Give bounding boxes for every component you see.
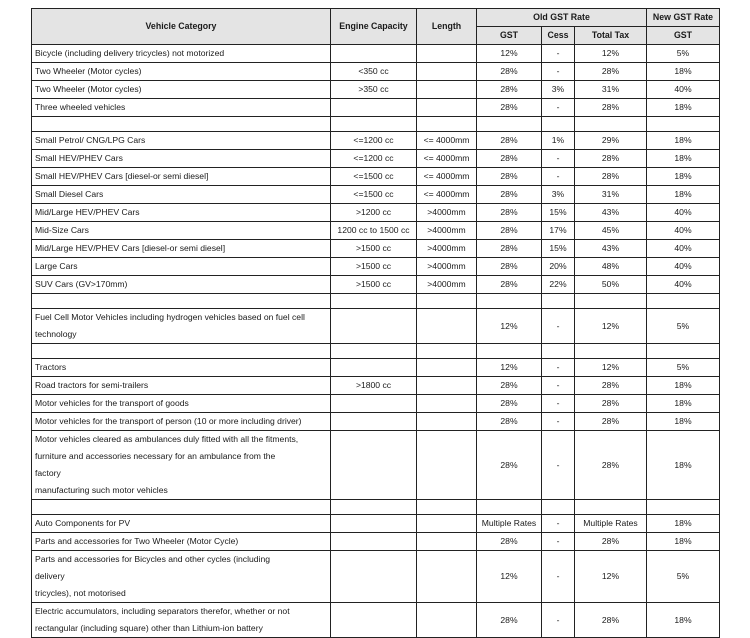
table-row: [32, 603, 720, 638]
length-cell: [417, 309, 477, 344]
total-tax-cell: 28%: [575, 150, 647, 168]
vehicle-category-cell: Small HEV/PHEV Cars: [32, 150, 331, 168]
total-tax-cell: 48%: [575, 258, 647, 276]
length-cell: [417, 377, 477, 395]
old-gst-cell: 28%: [477, 276, 542, 294]
header-gst: GST: [477, 27, 542, 45]
spacer-cell: [477, 294, 542, 309]
engine-capacity-cell: <350 cc: [331, 63, 417, 81]
length-cell: [417, 63, 477, 81]
vehicle-category-cell: Large Cars: [32, 258, 331, 276]
table-row: [32, 359, 720, 377]
gst-rate-table-sheet: [31, 8, 719, 638]
total-tax-cell: 28%: [575, 168, 647, 186]
table-row: [32, 81, 720, 99]
spacer-row: [32, 500, 720, 515]
old-gst-cell: 28%: [477, 204, 542, 222]
engine-capacity-cell: <=1500 cc: [331, 186, 417, 204]
length-cell: [417, 359, 477, 377]
length-cell: <= 4000mm: [417, 168, 477, 186]
vehicle-category-cell: Bicycle (including delivery tricycles) not motorized: [32, 45, 331, 63]
old-gst-cell: 28%: [477, 240, 542, 258]
vehicle-category-cell: Three wheeled vehicles: [32, 99, 331, 117]
old-gst-cell: 28%: [477, 186, 542, 204]
spacer-cell: [647, 117, 720, 132]
vehicle-category-cell: Small Diesel Cars: [32, 186, 331, 204]
cess-cell: 22%: [542, 276, 575, 294]
spacer-cell: [542, 500, 575, 515]
cess-cell: 15%: [542, 240, 575, 258]
new-gst-cell: 5%: [647, 551, 720, 603]
spacer-cell: [542, 294, 575, 309]
new-gst-cell: 18%: [647, 186, 720, 204]
total-tax-cell: 12%: [575, 551, 647, 603]
cess-cell: -: [542, 395, 575, 413]
spacer-cell: [575, 344, 647, 359]
length-cell: [417, 533, 477, 551]
engine-capacity-cell: >1500 cc: [331, 240, 417, 258]
table-row: [32, 431, 720, 500]
engine-capacity-cell: [331, 99, 417, 117]
old-gst-cell: 28%: [477, 431, 542, 500]
vehicle-category-cell: Fuel Cell Motor Vehicles including hydrogen vehicles based on fuel cell technology: [32, 309, 331, 344]
old-gst-cell: 28%: [477, 258, 542, 276]
total-tax-cell: 43%: [575, 240, 647, 258]
vehicle-category-cell: Motor vehicles for the transport of goods: [32, 395, 331, 413]
new-gst-cell: 18%: [647, 150, 720, 168]
total-tax-cell: 28%: [575, 99, 647, 117]
vehicle-category-cell: Small Petrol/ CNG/LPG Cars: [32, 132, 331, 150]
new-gst-cell: 18%: [647, 168, 720, 186]
total-tax-cell: 50%: [575, 276, 647, 294]
cess-cell: -: [542, 309, 575, 344]
total-tax-cell: 43%: [575, 204, 647, 222]
cess-cell: -: [542, 45, 575, 63]
category-line: delivery: [35, 571, 65, 581]
vehicle-category-cell: Two Wheeler (Motor cycles): [32, 63, 331, 81]
cess-cell: -: [542, 533, 575, 551]
spacer-cell: [331, 294, 417, 309]
cess-cell: 17%: [542, 222, 575, 240]
header-new-gst-rate: New GST Rate: [647, 9, 720, 27]
length-cell: >4000mm: [417, 258, 477, 276]
vehicle-category-cell: [32, 603, 331, 638]
engine-capacity-cell: [331, 45, 417, 63]
header-vehicle-category: Vehicle Category: [32, 9, 331, 45]
new-gst-cell: 18%: [647, 515, 720, 533]
new-gst-cell: 18%: [647, 533, 720, 551]
table-body: [32, 45, 720, 638]
cess-cell: -: [542, 603, 575, 638]
engine-capacity-cell: [331, 533, 417, 551]
length-cell: [417, 81, 477, 99]
vehicle-category-cell: Parts and accessories for Two Wheeler (Motor Cycle): [32, 533, 331, 551]
table-row: [32, 204, 720, 222]
category-line: Electric accumulators, including separators therefor, whether or not: [35, 606, 290, 616]
length-cell: [417, 395, 477, 413]
cess-cell: -: [542, 413, 575, 431]
engine-capacity-cell: [331, 431, 417, 500]
engine-capacity-cell: [331, 359, 417, 377]
old-gst-cell: 28%: [477, 533, 542, 551]
new-gst-cell: 40%: [647, 276, 720, 294]
cess-cell: -: [542, 63, 575, 81]
engine-capacity-cell: [331, 551, 417, 603]
total-tax-cell: 12%: [575, 359, 647, 377]
table-row: [32, 99, 720, 117]
old-gst-cell: 28%: [477, 377, 542, 395]
engine-capacity-cell: >1500 cc: [331, 258, 417, 276]
new-gst-cell: 40%: [647, 258, 720, 276]
spacer-cell: [417, 294, 477, 309]
cess-cell: -: [542, 99, 575, 117]
engine-capacity-cell: >350 cc: [331, 81, 417, 99]
total-tax-cell: 28%: [575, 603, 647, 638]
cess-cell: -: [542, 515, 575, 533]
table-row: [32, 515, 720, 533]
engine-capacity-cell: 1200 cc to 1500 cc: [331, 222, 417, 240]
cess-cell: -: [542, 551, 575, 603]
old-gst-cell: 28%: [477, 132, 542, 150]
table-row: [32, 63, 720, 81]
total-tax-cell: 28%: [575, 431, 647, 500]
table-row: [32, 533, 720, 551]
new-gst-cell: 18%: [647, 63, 720, 81]
new-gst-cell: 40%: [647, 222, 720, 240]
category-line: rectangular (including square) other than Lithium-ion battery: [35, 623, 263, 633]
engine-capacity-cell: <=1200 cc: [331, 150, 417, 168]
vehicle-category-cell: Road tractors for semi-trailers: [32, 377, 331, 395]
cess-cell: 15%: [542, 204, 575, 222]
spacer-cell: [32, 344, 331, 359]
engine-capacity-cell: <=1500 cc: [331, 168, 417, 186]
new-gst-cell: 40%: [647, 81, 720, 99]
length-cell: [417, 431, 477, 500]
vehicle-category-cell: Auto Components for PV: [32, 515, 331, 533]
engine-capacity-cell: >1500 cc: [331, 276, 417, 294]
new-gst-cell: 18%: [647, 132, 720, 150]
cess-cell: 1%: [542, 132, 575, 150]
spacer-cell: [542, 117, 575, 132]
category-line: manufacturing such motor vehicles: [35, 485, 168, 495]
spacer-cell: [417, 344, 477, 359]
total-tax-cell: 45%: [575, 222, 647, 240]
table-row: [32, 258, 720, 276]
vehicle-category-cell: [32, 551, 331, 603]
vehicle-category-cell: SUV Cars (GV>170mm): [32, 276, 331, 294]
engine-capacity-cell: [331, 413, 417, 431]
new-gst-cell: 18%: [647, 603, 720, 638]
table-row: [32, 186, 720, 204]
length-cell: [417, 515, 477, 533]
length-cell: >4000mm: [417, 276, 477, 294]
length-cell: <= 4000mm: [417, 150, 477, 168]
category-line: Motor vehicles cleared as ambulances duly fitted with all the fitments,: [35, 434, 299, 444]
vehicle-category-cell: Mid-Size Cars: [32, 222, 331, 240]
length-cell: [417, 99, 477, 117]
category-line: tricycles), not motorised: [35, 588, 126, 598]
table-row: [32, 377, 720, 395]
header-length: Length: [417, 9, 477, 45]
table-row: [32, 132, 720, 150]
new-gst-cell: 18%: [647, 431, 720, 500]
length-cell: >4000mm: [417, 222, 477, 240]
old-gst-cell: 28%: [477, 413, 542, 431]
category-line: factory: [35, 468, 61, 478]
old-gst-cell: 12%: [477, 551, 542, 603]
spacer-cell: [331, 117, 417, 132]
header-cess: Cess: [542, 27, 575, 45]
cess-cell: 3%: [542, 81, 575, 99]
length-cell: >4000mm: [417, 240, 477, 258]
spacer-cell: [331, 344, 417, 359]
new-gst-cell: 18%: [647, 99, 720, 117]
table-row: [32, 150, 720, 168]
spacer-cell: [477, 500, 542, 515]
spacer-cell: [542, 344, 575, 359]
category-line: furniture and accessories necessary for an ambulance from the: [35, 451, 276, 461]
header-new-gst: GST: [647, 27, 720, 45]
engine-capacity-cell: [331, 603, 417, 638]
new-gst-cell: 18%: [647, 377, 720, 395]
total-tax-cell: 28%: [575, 377, 647, 395]
old-gst-cell: Multiple Rates: [477, 515, 542, 533]
length-cell: [417, 551, 477, 603]
spacer-cell: [647, 294, 720, 309]
vehicle-category-cell: [32, 431, 331, 500]
spacer-cell: [647, 344, 720, 359]
length-cell: [417, 603, 477, 638]
new-gst-cell: 5%: [647, 309, 720, 344]
old-gst-cell: 28%: [477, 222, 542, 240]
total-tax-cell: 31%: [575, 81, 647, 99]
cess-cell: -: [542, 168, 575, 186]
spacer-cell: [575, 500, 647, 515]
total-tax-cell: 28%: [575, 63, 647, 81]
table-row: [32, 395, 720, 413]
old-gst-cell: 28%: [477, 150, 542, 168]
category-line: Parts and accessories for Bicycles and other cycles (including: [35, 554, 271, 564]
header-old-gst-rate: Old GST Rate: [477, 9, 647, 27]
gst-rate-table: [31, 8, 720, 638]
total-tax-cell: 29%: [575, 132, 647, 150]
old-gst-cell: 28%: [477, 63, 542, 81]
table-row: [32, 551, 720, 603]
table-row: [32, 222, 720, 240]
engine-capacity-cell: [331, 309, 417, 344]
spacer-cell: [32, 500, 331, 515]
new-gst-cell: 18%: [647, 395, 720, 413]
spacer-cell: [477, 344, 542, 359]
table-row: [32, 45, 720, 63]
header-engine-capacity: Engine Capacity: [331, 9, 417, 45]
spacer-cell: [32, 294, 331, 309]
length-cell: <= 4000mm: [417, 186, 477, 204]
old-gst-cell: 12%: [477, 45, 542, 63]
spacer-cell: [575, 117, 647, 132]
old-gst-cell: 28%: [477, 395, 542, 413]
new-gst-cell: 40%: [647, 204, 720, 222]
old-gst-cell: 28%: [477, 99, 542, 117]
length-cell: <= 4000mm: [417, 132, 477, 150]
length-cell: >4000mm: [417, 204, 477, 222]
cess-cell: 3%: [542, 186, 575, 204]
old-gst-cell: 28%: [477, 168, 542, 186]
cess-cell: -: [542, 359, 575, 377]
spacer-cell: [417, 117, 477, 132]
vehicle-category-cell: Mid/Large HEV/PHEV Cars [diesel-or semi diesel]: [32, 240, 331, 258]
new-gst-cell: 5%: [647, 45, 720, 63]
header-total-tax: Total Tax: [575, 27, 647, 45]
engine-capacity-cell: <=1200 cc: [331, 132, 417, 150]
total-tax-cell: 31%: [575, 186, 647, 204]
new-gst-cell: 40%: [647, 240, 720, 258]
spacer-cell: [417, 500, 477, 515]
spacer-cell: [331, 500, 417, 515]
spacer-cell: [575, 294, 647, 309]
table-row: [32, 168, 720, 186]
cess-cell: -: [542, 150, 575, 168]
engine-capacity-cell: >1800 cc: [331, 377, 417, 395]
total-tax-cell: 28%: [575, 533, 647, 551]
old-gst-cell: 12%: [477, 359, 542, 377]
new-gst-cell: 5%: [647, 359, 720, 377]
table-row: [32, 276, 720, 294]
table-row: [32, 413, 720, 431]
total-tax-cell: 28%: [575, 413, 647, 431]
total-tax-cell: 28%: [575, 395, 647, 413]
table-row: [32, 240, 720, 258]
cess-cell: -: [542, 377, 575, 395]
cess-cell: 20%: [542, 258, 575, 276]
spacer-cell: [647, 500, 720, 515]
engine-capacity-cell: [331, 515, 417, 533]
engine-capacity-cell: >1200 cc: [331, 204, 417, 222]
old-gst-cell: 12%: [477, 309, 542, 344]
spacer-cell: [32, 117, 331, 132]
table-row: [32, 309, 720, 344]
total-tax-cell: 12%: [575, 45, 647, 63]
vehicle-category-cell: Tractors: [32, 359, 331, 377]
cess-cell: -: [542, 431, 575, 500]
vehicle-category-cell: Mid/Large HEV/PHEV Cars: [32, 204, 331, 222]
spacer-cell: [477, 117, 542, 132]
old-gst-cell: 28%: [477, 81, 542, 99]
old-gst-cell: 28%: [477, 603, 542, 638]
vehicle-category-cell: Small HEV/PHEV Cars [diesel-or semi diesel]: [32, 168, 331, 186]
spacer-row: [32, 117, 720, 132]
length-cell: [417, 45, 477, 63]
engine-capacity-cell: [331, 395, 417, 413]
spacer-row: [32, 294, 720, 309]
vehicle-category-cell: Two Wheeler (Motor cycles): [32, 81, 331, 99]
vehicle-category-cell: Motor vehicles for the transport of person (10 or more including driver): [32, 413, 331, 431]
spacer-row: [32, 344, 720, 359]
total-tax-cell: Multiple Rates: [575, 515, 647, 533]
total-tax-cell: 12%: [575, 309, 647, 344]
new-gst-cell: 18%: [647, 413, 720, 431]
length-cell: [417, 413, 477, 431]
